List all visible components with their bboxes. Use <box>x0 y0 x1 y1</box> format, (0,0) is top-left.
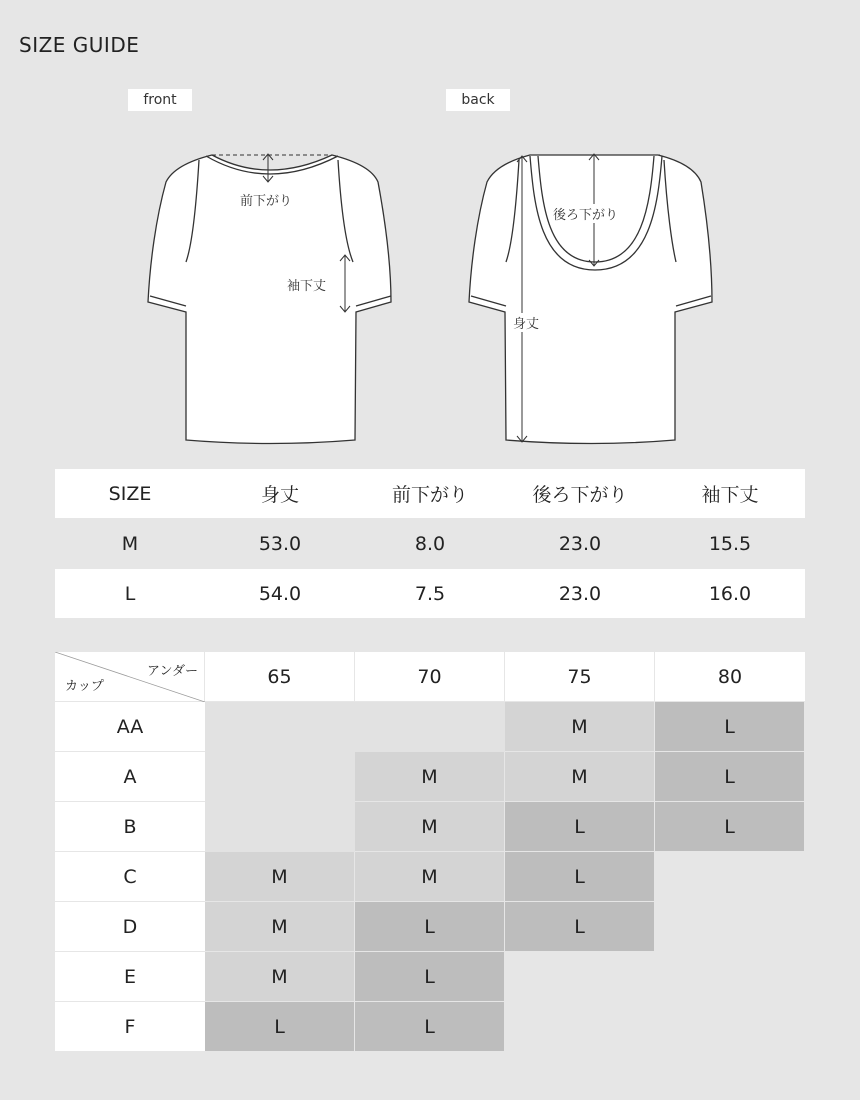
cup-row-header: A <box>55 752 205 802</box>
size-cell-m: M <box>205 852 355 902</box>
back-view-label: back <box>446 89 510 111</box>
cup-row-header: D <box>55 902 205 952</box>
size-cell-m: M <box>355 852 505 902</box>
size-cell-l: L <box>355 1002 505 1052</box>
size-measurement-table <box>55 469 805 619</box>
size-cell-empty <box>655 952 805 1002</box>
header-sleeve-length: 袖下丈 <box>701 484 759 506</box>
back-neck-drop-label: 後ろ下がり <box>553 204 618 223</box>
body-length-label: 身丈 <box>513 313 539 332</box>
front-neck-drop-label: 前下がり <box>240 194 293 209</box>
size-cell-l: L <box>505 902 655 952</box>
size-cell-l: L <box>655 752 805 802</box>
size-cell-empty <box>655 1002 805 1052</box>
size-cell-m: M <box>355 752 505 802</box>
size-cell-l: L <box>355 902 505 952</box>
size-cell-l: L <box>505 852 655 902</box>
table-row <box>55 519 805 568</box>
size-cell-l: L <box>355 952 505 1002</box>
table-cell: 54.0 <box>258 582 302 605</box>
back-tshirt-icon <box>469 154 712 444</box>
header-back-neck-drop: 後ろ下がり <box>532 484 628 506</box>
size-cell-l: L <box>505 802 655 852</box>
size-cell-m: M <box>505 702 655 752</box>
size-cell-m: M <box>505 752 655 802</box>
table-cell: 15.5 <box>708 532 752 555</box>
size-cell-m: M <box>355 802 505 852</box>
cup-row-header: B <box>55 802 205 852</box>
garment-diagram <box>0 0 860 460</box>
size-cell-l: L <box>655 702 805 752</box>
size-cell-blank <box>205 702 355 752</box>
table-cell: 7.5 <box>414 582 446 605</box>
table-cell: 23.0 <box>558 582 602 605</box>
size-cell-blank <box>205 752 355 802</box>
page-title: SIZE GUIDE <box>19 33 140 57</box>
table-cell: 8.0 <box>414 532 446 555</box>
table-corner <box>55 652 205 702</box>
table-cell: 23.0 <box>558 532 602 555</box>
header-body-length: 身丈 <box>260 484 299 506</box>
size-cell-m: M <box>205 952 355 1002</box>
table-row <box>55 569 805 618</box>
front-view-label: front <box>128 89 192 111</box>
cup-row-header: E <box>55 952 205 1002</box>
table-cell: 16.0 <box>708 582 752 605</box>
size-cell-empty <box>505 952 655 1002</box>
size-table-header <box>55 469 805 518</box>
cup-row-header: C <box>55 852 205 902</box>
underbust-header: 70 <box>355 652 505 702</box>
underbust-header: 75 <box>505 652 655 702</box>
sleeve-length-label: 袖下丈 <box>287 279 327 294</box>
underbust-axis-label: アンダー <box>147 664 198 679</box>
table-cell: L <box>124 582 136 605</box>
size-cell-blank <box>355 702 505 752</box>
size-cell-l: L <box>655 802 805 852</box>
size-cell-l: L <box>205 1002 355 1052</box>
size-cell-blank <box>205 802 355 852</box>
size-cell-empty <box>655 902 805 952</box>
underbust-header: 65 <box>205 652 355 702</box>
cup-size-table <box>55 652 805 1052</box>
header-size: SIZE <box>108 482 152 505</box>
cup-axis-label: カップ <box>65 679 104 694</box>
cup-row-header: F <box>55 1002 205 1052</box>
size-cell-empty <box>505 1002 655 1052</box>
underbust-header: 80 <box>655 652 805 702</box>
header-front-neck-drop: 前下がり <box>391 484 468 506</box>
size-cell-empty <box>655 852 805 902</box>
cup-row-header: AA <box>55 702 205 752</box>
table-cell: 53.0 <box>258 532 302 555</box>
table-cell: M <box>121 532 139 555</box>
size-cell-m: M <box>205 902 355 952</box>
